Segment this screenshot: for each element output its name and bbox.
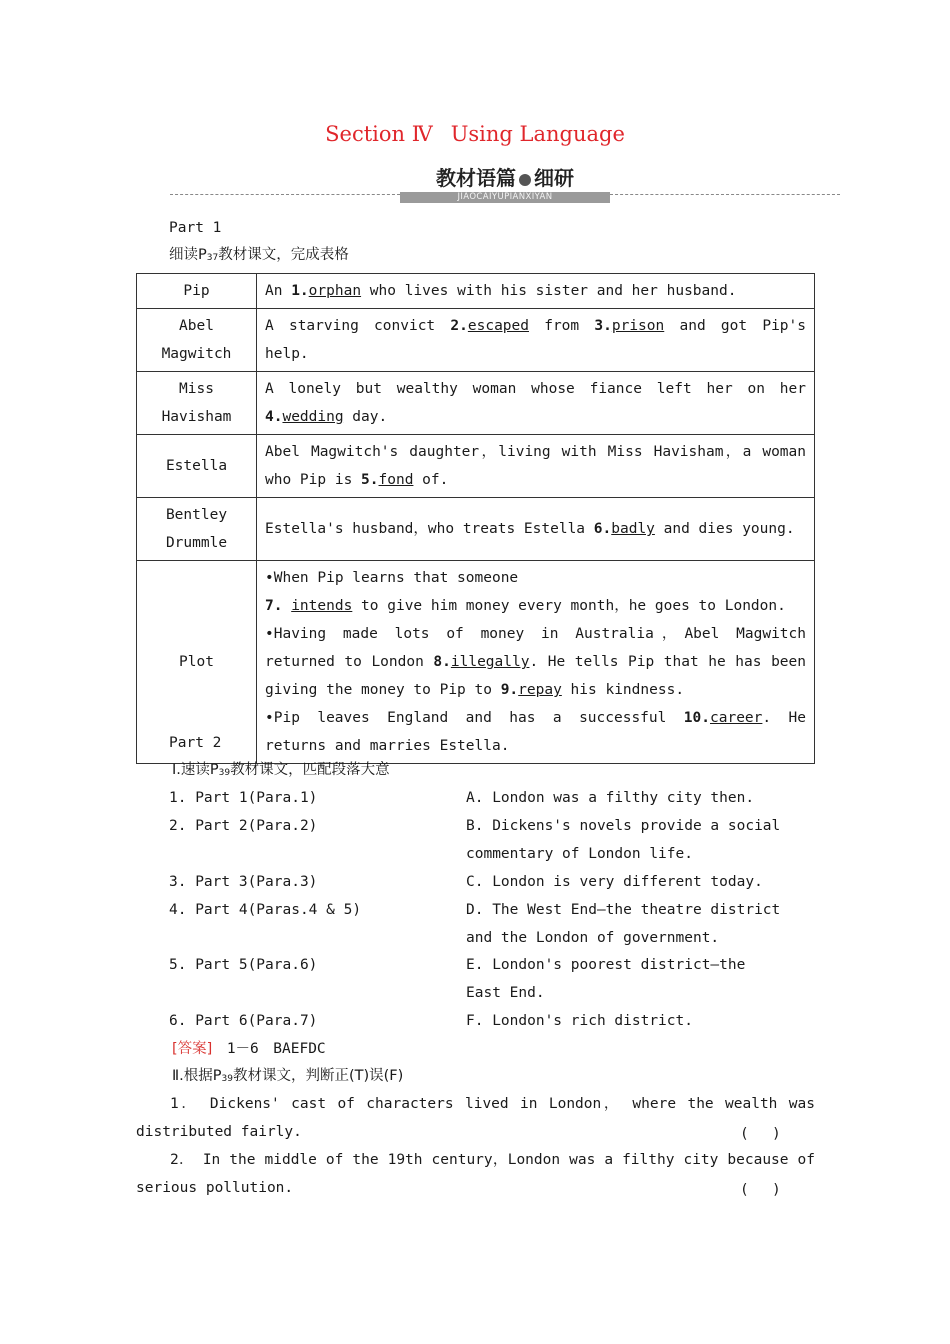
section-topic: Using Language (450, 122, 625, 146)
row-name: Abel Magwitch (137, 309, 257, 372)
row-description: Abel Magwitch's daughter，living with Miss Havisham，a woman who Pip is 5.fond of. (257, 435, 815, 498)
match-option: F. London's rich district. (466, 1013, 693, 1029)
match-option: B. Dickens's novels provide a social commentary of London life. (466, 818, 781, 862)
answer-blank: fond (378, 472, 414, 488)
plot-description (257, 561, 815, 764)
tf-question-1-cont: distributed fairly. (136, 1124, 302, 1140)
list-item: 2. Part 2(Para.2) (169, 818, 318, 834)
row-name: Miss Havisham (137, 372, 257, 435)
row-description: A starving convict 2.escaped from 3.prison and got Pip's help. (257, 309, 815, 372)
list-item: 4. Part 4(Paras.4 & 5) (169, 902, 362, 918)
match-option: A. London was a filthy city then. (466, 790, 755, 806)
answer-blank: orphan (308, 283, 362, 299)
answer-bracket[interactable]: ( ) (740, 1126, 781, 1142)
answer-bracket[interactable]: ( ) (740, 1182, 781, 1198)
plot-bullet: •Having made lots of money in Australia，Abel Magwitch returned to London 8.illegally. He tells Pip that he has been giving the money to Pip to 9.repay his kindness. (265, 626, 806, 698)
banner-heading-right: 细研 (534, 166, 574, 190)
banner-divider-left (170, 194, 400, 195)
answer-line (172, 1039, 326, 1059)
table-row (137, 498, 815, 561)
table-row (137, 561, 815, 764)
plot-bullet: •Pip leaves England and has a successful 10.career. He returns and marries Estella. (265, 710, 807, 754)
tf-question-1: 1． Dickens' cast of characters lived in London， where the wealth was (170, 1096, 815, 1112)
banner-heading-left: 教材语篇 (436, 166, 516, 190)
answer-blank: escaped (467, 318, 529, 334)
answer-tag: [答案] (172, 1041, 213, 1057)
answer-text: 1－6 BAEFDC (226, 1041, 326, 1057)
match-option: E. London's poorest district—the East End. (466, 957, 746, 1001)
table-row (137, 372, 815, 435)
row-description: Estella's husband，who treats Estella 6.badly and dies young. (257, 498, 815, 561)
list-item: 5. Part 5(Para.6) (169, 957, 318, 973)
answer-blank: repay (518, 682, 562, 698)
part2-instruction-2: Ⅱ.根据$P_{39}$教材课文，判断正(T)误(F) (172, 1068, 404, 1084)
table-row (137, 435, 815, 498)
list-item: 1. Part 1(Para.1) (169, 790, 318, 806)
answer-blank: badly (611, 521, 655, 537)
row-name: Estella (137, 435, 257, 498)
section-number: Section Ⅳ (325, 122, 433, 146)
section-banner (170, 162, 840, 204)
part2-label: Part 2 (169, 735, 222, 751)
answer-blank: wedding (282, 409, 344, 425)
plot-bullet: •When Pip learns that someone 7. intends to give him money every month，he goes to London. (265, 570, 786, 614)
answer-blank: prison (611, 318, 665, 334)
row-name: Plot (137, 561, 257, 764)
part2-instruction-1: Ⅰ.速读$P_{39}$教材课文，匹配段落大意 (172, 762, 390, 778)
character-table (136, 273, 815, 764)
bullet-icon (519, 174, 531, 186)
tf-question-2-cont: serious pollution. (136, 1180, 294, 1196)
row-name: Bentley Drummle (137, 498, 257, 561)
list-item: 3. Part 3(Para.3) (169, 874, 318, 890)
table-row (137, 274, 815, 309)
list-item: 6. Part 6(Para.7) (169, 1013, 318, 1029)
answer-blank: illegally (450, 654, 530, 670)
table-row (137, 309, 815, 372)
banner-pinyin: JIAOCAIYUPIANXIYAN (400, 192, 610, 203)
match-option: C. London is very different today. (466, 874, 763, 890)
answer-blank: intends (291, 598, 353, 614)
banner-heading (400, 162, 610, 191)
row-description: A lonely but wealthy woman whose fiance left her on her 4.wedding day. (257, 372, 815, 435)
answer-blank: career (710, 710, 763, 726)
row-name: Pip (137, 274, 257, 309)
banner-divider-right (610, 194, 840, 195)
part1-label: Part 1 (169, 220, 222, 236)
part1-instruction: 细读$P_{37}$教材课文，完成表格 (169, 247, 349, 263)
row-description: An 1.orphan who lives with his sister and her husband. (257, 274, 815, 309)
tf-question-2: 2． In the middle of the 19th century，London was a filthy city because of (170, 1152, 815, 1168)
page-title (0, 122, 950, 146)
match-option: D. The West End—the theatre district and the London of government. (466, 902, 781, 946)
